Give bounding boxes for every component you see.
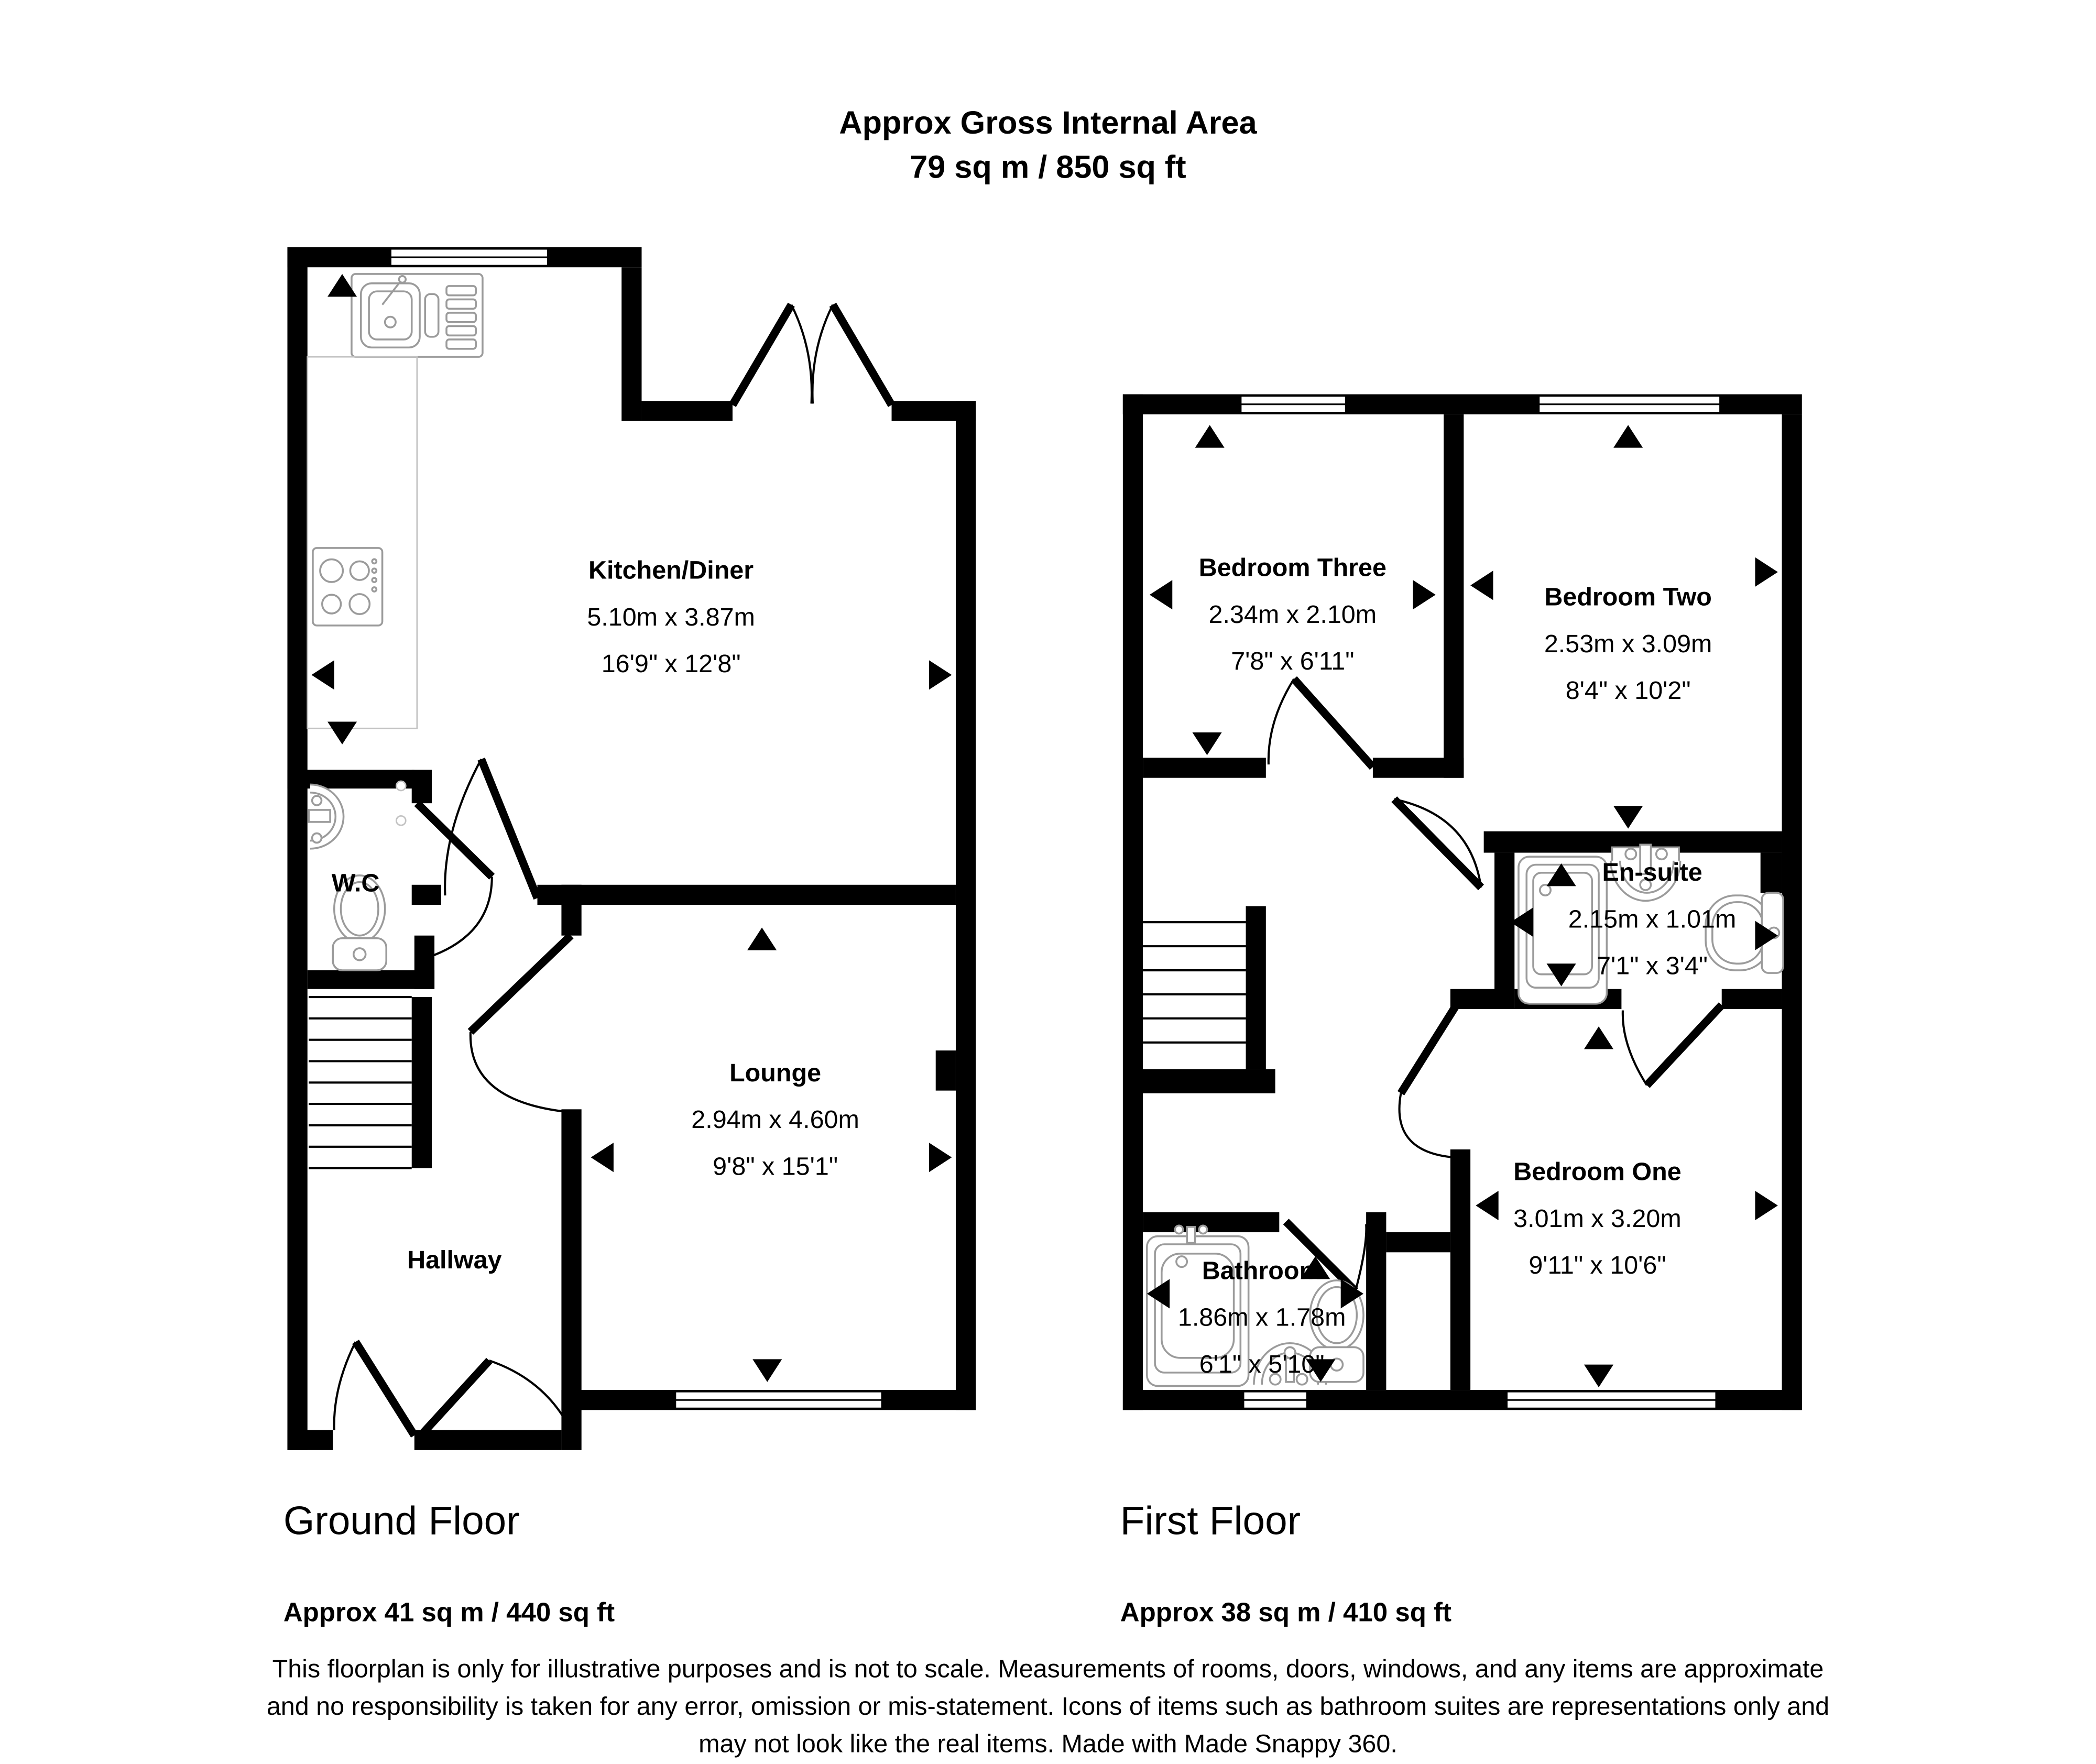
hob-icon <box>313 548 383 626</box>
room-label-bedroom-one: Bedroom One 3.01m x 3.20m 9'11" x 10'6" <box>1513 1158 1682 1280</box>
disclaimer-text: This floorplan is only for illustrative purposes and is not to scale. Measurements of rooms, doors, windows, and any items are approximate and no responsibility is taken for any error, omission or mis-statement. Icons of items such as bathroom suites are representations only and may not look like the real items. Made with Made Snappy 360. <box>266 1656 1830 1759</box>
lounge-arrow-right-icon <box>929 1143 952 1172</box>
room-label-en-suite: En-suite 2.15m x 1.01m 7'1" x 3'4" <box>1568 859 1737 981</box>
gf-chimney-breast <box>936 1050 956 1091</box>
kitchen-arrow-left-icon <box>311 660 334 689</box>
bedroom-three-window <box>1240 396 1346 413</box>
gf-windows <box>390 248 882 1408</box>
gf-stairs-icon <box>309 997 411 1168</box>
room-label-bathroom: Bathroom 1.86m x 1.78m 6'1" x 5'10" <box>1177 1257 1346 1379</box>
gf-walls <box>287 247 976 1450</box>
bedroom-two-arrow-up-icon <box>1613 425 1643 447</box>
bathroom-window <box>1243 1392 1307 1409</box>
bedroom-three-arrow-right-icon <box>1413 580 1435 609</box>
bedroom-one-door-icon <box>1400 1000 1460 1157</box>
ground-floor-plan <box>287 247 976 1450</box>
kitchen-arrow-down-icon <box>328 722 357 744</box>
lounge-door-icon <box>471 936 571 1112</box>
lounge-arrow-left-icon <box>591 1143 614 1172</box>
french-doors-icon <box>733 305 892 405</box>
bedroom-three-door-icon <box>1269 679 1373 767</box>
bedroom-one-window <box>1506 1392 1717 1409</box>
bedroom-two-arrow-left-icon <box>1470 571 1493 600</box>
ff-stairs-icon <box>1143 922 1246 1043</box>
front-door-icon <box>334 1342 570 1438</box>
bedroom-three-arrow-up-icon <box>1195 425 1225 447</box>
kitchen-window <box>390 248 548 266</box>
page-title <box>0 102 2096 190</box>
gf-measure-arrows <box>311 274 952 1382</box>
bedroom-two-arrow-right-icon <box>1755 557 1777 587</box>
lounge-window <box>675 1392 882 1409</box>
first-floor-area: Approx 38 sq m / 410 sq ft <box>1120 1598 1452 1628</box>
room-label-lounge: Lounge 2.94m x 4.60m 9'8" x 15'1" <box>691 1059 859 1182</box>
title-line2: 79 sq m / 850 sq ft <box>910 149 1186 186</box>
room-label-kitchen-diner: Kitchen/Diner 5.10m x 3.87m 16'9" x 12'8" <box>587 557 755 679</box>
bedroom-one-arrow-up-icon <box>1584 1026 1613 1049</box>
bedroom-one-arrow-left-icon <box>1476 1191 1498 1220</box>
bedroom-three-arrow-down-icon <box>1193 732 1222 755</box>
kitchen-arrow-right-icon <box>929 660 952 689</box>
wc-sink-icon <box>309 784 343 848</box>
room-label-wc: W.C <box>331 870 380 899</box>
lounge-arrow-down-icon <box>752 1359 782 1382</box>
bedroom-three-arrow-left-icon <box>1150 580 1172 609</box>
first-floor-title: First Floor <box>1120 1499 1301 1544</box>
bedroom-two-arrow-down-icon <box>1613 806 1643 828</box>
bedroom-two-window <box>1538 396 1720 413</box>
bedroom-one-arrow-down-icon <box>1584 1365 1613 1387</box>
ground-floor-title: Ground Floor <box>283 1499 520 1544</box>
ground-floor-area: Approx 41 sq m / 440 sq ft <box>283 1598 615 1628</box>
title-line1: Approx Gross Internal Area <box>839 105 1257 142</box>
room-label-bedroom-two: Bedroom Two 2.53m x 3.09m 8'4" x 10'2" <box>1544 584 1712 706</box>
lounge-arrow-up-icon <box>747 927 777 950</box>
ensuite-door-icon <box>1623 1005 1722 1085</box>
room-label-hallway: Hallway <box>407 1247 502 1275</box>
kitchen-sink-icon <box>352 274 483 357</box>
room-label-bedroom-three: Bedroom Three 2.34m x 2.10m 7'8" x 6'11" <box>1198 554 1387 676</box>
bedroom-two-door-icon <box>1394 799 1481 888</box>
bedroom-one-arrow-right-icon <box>1755 1191 1777 1220</box>
